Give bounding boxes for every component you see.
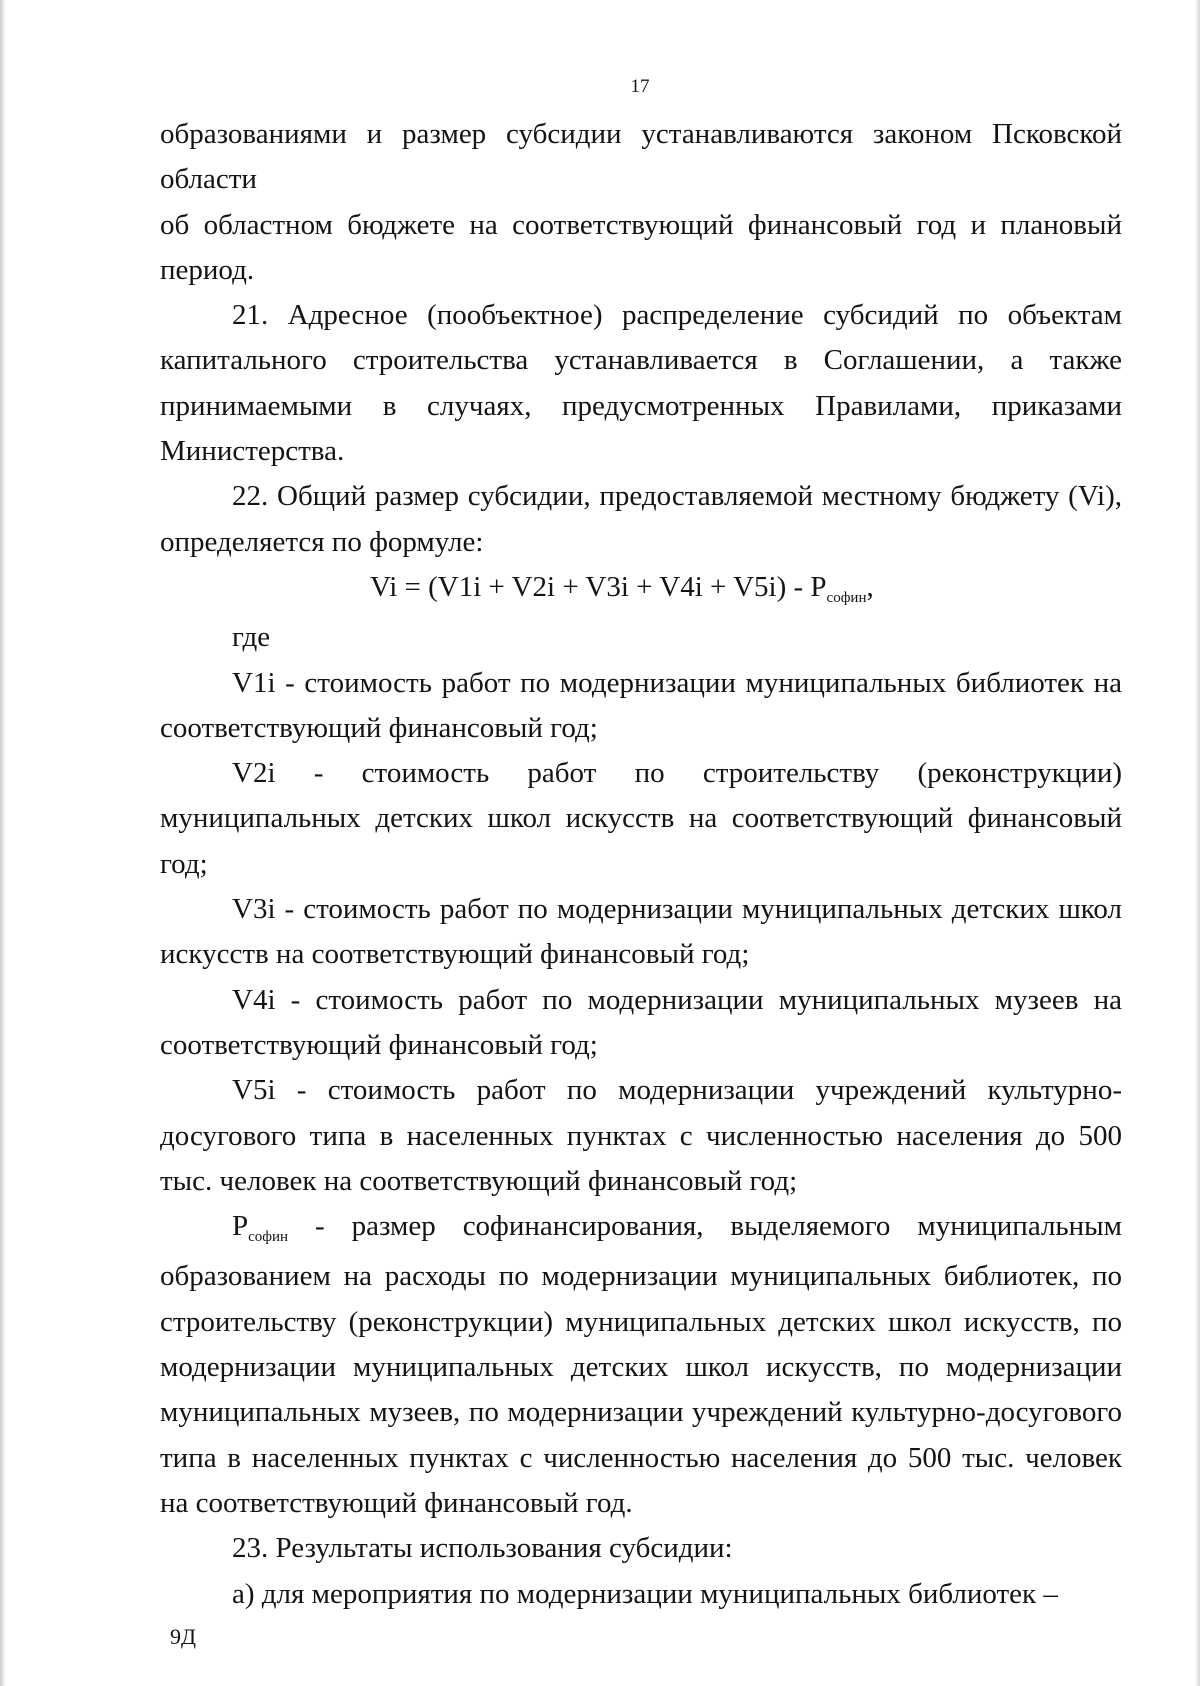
definition-v3i: V3i - стоимость работ по модернизации муниципальных детских школ искусств на соответствующий финансовый год; xyxy=(160,893,1122,971)
formula-end: , xyxy=(866,570,874,603)
psofin-subscript: софин xyxy=(248,1229,289,1246)
psofin-letter: P xyxy=(232,1210,249,1243)
psofin-text: - размер софинансирования, выделяемого муниципальным образованием на расходы по модернизации муниципальных библиотек, по строительству (реконструкции) муниципальных детских школ искусств, по модернизации муниципальных детских школ искусств, по модернизации муниципальных музеев, по модернизации учреждений культурно-досугового типа в населенных пунктах с численностью населения до 500 тыс. человек на соответствующий финансовый год. xyxy=(160,1210,1122,1519)
definition-psofin xyxy=(160,1204,1122,1526)
paragraph-23a: а) для мероприятия по модернизации муниципальных библиотек – xyxy=(232,1577,1058,1610)
formula-subscript: софин xyxy=(826,589,867,606)
definition-v5i: V5i - стоимость работ по модернизации учреждений культурно-досугового типа в населенных пунктах с численностью населения до 500 тыс. человек на соответствующий финансовый год; xyxy=(160,1074,1122,1197)
definition-v2i: V2i - стоимость работ по строительству (реконструкции) муниципальных детских школ искусств на соответствующий финансовый год; xyxy=(160,757,1122,880)
paragraph-2: об областном бюджете на соответствующий финансовый год и плановый период. xyxy=(160,208,1122,286)
scan-edge-right xyxy=(1195,0,1200,1686)
definition-v1i: V1i - стоимость работ по модернизации муниципальных библиотек на соответствующий финансовый год; xyxy=(160,666,1122,744)
paragraph-1: образованиями и размер субсидии устанавливаются законом Псковской области xyxy=(160,118,1122,196)
where-label: где xyxy=(232,621,271,654)
footer-code: 9Д xyxy=(170,1624,197,1649)
document-body xyxy=(160,112,1122,1617)
formula-expression: Vi = (V1i + V2i + V3i + V4i + V5i) - P xyxy=(370,570,827,603)
scan-edge-left xyxy=(0,0,6,1686)
page-number: 17 xyxy=(630,76,650,97)
paragraph-23: 23. Результаты использования субсидии: xyxy=(232,1532,733,1565)
paragraph-21: 21. Адресное (пообъектное) распределение субсидий по объектам капитального строительства устанавливается в Соглашении, а также принимаемыми в случаях, предусмотренных Правилами, приказами Министерства. xyxy=(160,299,1122,468)
formula xyxy=(160,565,1122,615)
paragraph-22: 22. Общий размер субсидии, предоставляемой местному бюджету (Vi), определяется по формуле: xyxy=(160,480,1122,558)
definition-v4i: V4i - стоимость работ по модернизации муниципальных музеев на соответствующий финансовый год; xyxy=(160,983,1122,1061)
